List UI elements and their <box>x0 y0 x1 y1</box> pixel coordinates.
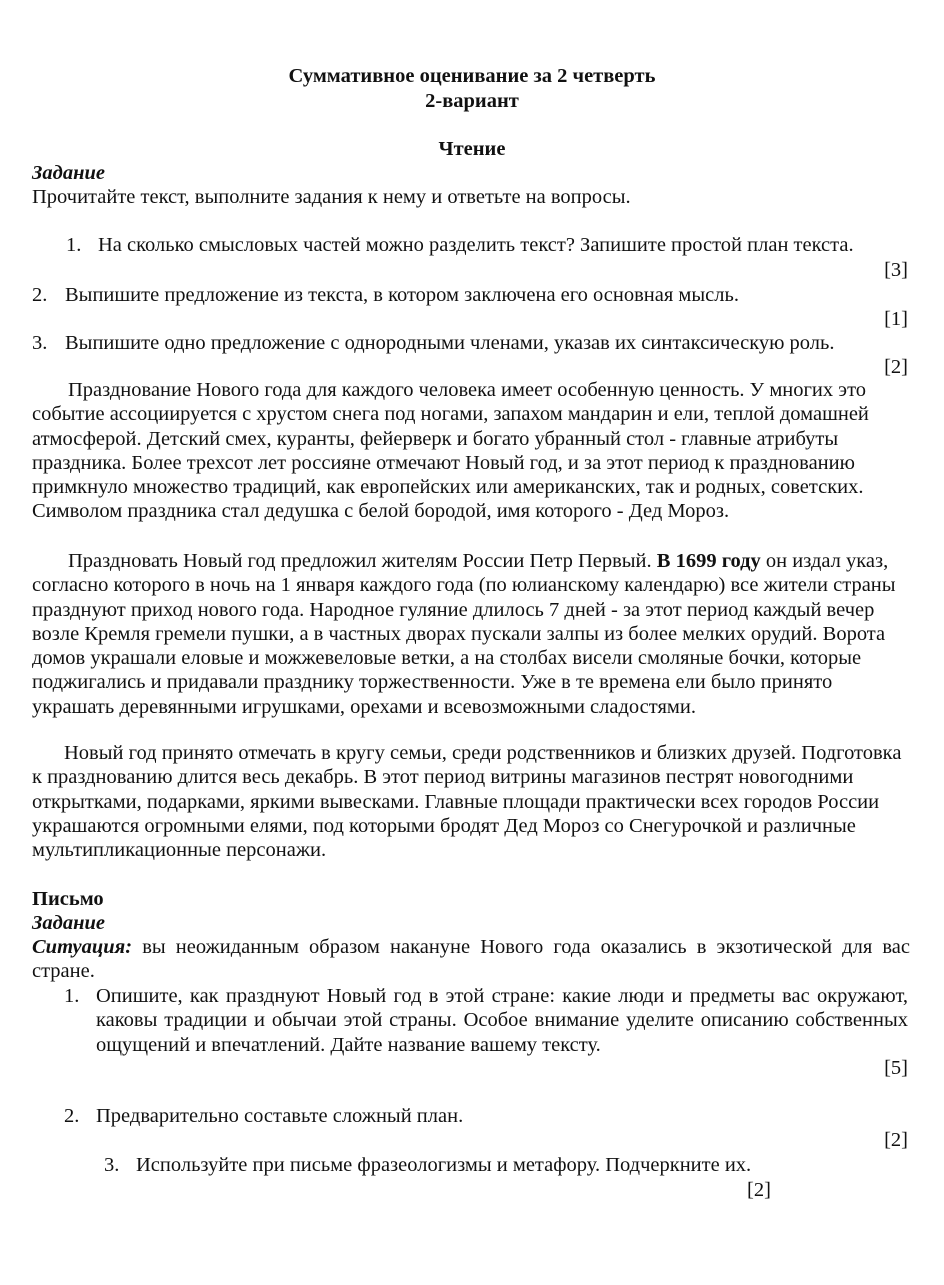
question-score: [1] <box>884 308 908 330</box>
task-text: Используйте при письме фразеологизмы и метафору. Подчеркните их. <box>136 1154 752 1176</box>
situation-text: вы неожиданным образом накануне Нового года оказались в экзотической для вас стране. <box>32 936 910 983</box>
writing-task-3 <box>104 1153 751 1177</box>
reading-question-1 <box>66 233 854 257</box>
paragraph-text: он издал указ, согласно которого в ночь на 1 января каждого года (по юлианскому календарю) все жители страны празднуют приход нового года. Народное гуляние длилось 7 дней - за этот период каждый вечер возле Кремля гремели пушки, а в частных дворах пускали залпы из более мелких орудий. Ворота домов украшали еловые и можжевеловые ветки, а на столбах висели смоляные бочки, которые поджигались и придавали празднику торжественности. Уже в те времена ели было принято украшать деревянными игрушками, орехами и всевозможными сладостями. <box>32 550 896 718</box>
question-score: [3] <box>884 259 908 281</box>
question-text: На сколько смысловых частей можно разделить текст? Запишите простой план текста. <box>98 234 854 256</box>
writing-task-2 <box>64 1104 463 1128</box>
writing-situation <box>32 935 910 984</box>
reading-paragraph-2 <box>32 549 910 719</box>
situation-label: Ситуация: <box>32 936 133 958</box>
question-text: Выпишите предложение из текста, в котором заключена его основная мысль. <box>65 284 739 306</box>
question-number: 3. <box>32 332 48 354</box>
reading-paragraph-3: Новый год принято отмечать в кругу семьи, среди родственников и близких друзей. Подготовка к празднованию длится весь декабрь. В этот период витрины магазинов пестрят новогодними открытками, подарками, яркими вывесками. Главные площади практически всех городов России украшаются огромными елями, под которыми бродят Дед Мороз со Снегурочкой и различные мультипликационные персонажи. <box>32 742 902 862</box>
page-title: Суммативное оценивание за 2 четверть <box>288 65 656 87</box>
reading-instruction: Прочитайте текст, выполните задания к нему и ответьте на вопросы. <box>32 186 631 208</box>
reading-question-2 <box>32 283 739 307</box>
task-score: [5] <box>884 1057 908 1079</box>
writing-task-1-number: 1. <box>64 985 80 1007</box>
task-score: [2] <box>884 1129 908 1151</box>
question-number: 1. <box>66 234 82 256</box>
highlighted-date: В 1699 году <box>656 550 761 572</box>
question-score: [2] <box>884 356 908 378</box>
reading-task-label: Задание <box>32 162 105 184</box>
task-number: 3. <box>104 1154 120 1176</box>
writing-heading: Письмо <box>32 888 104 910</box>
task-score: [2] <box>747 1179 771 1201</box>
question-text: Выпишите одно предложение с однородными членами, указав их синтаксическую роль. <box>65 332 835 354</box>
variant-label: 2-вариант <box>425 90 519 112</box>
question-number: 2. <box>32 284 48 306</box>
reading-question-3 <box>32 331 834 355</box>
writing-task-1-text: Опишите, как празднуют Новый год в этой стране: какие люди и предметы вас окружают, каковы традиции и обычаи этой страны. Особое внимание уделите описанию собственных ощущений и впечатлений. Дайте название вашему тексту. <box>96 985 908 1056</box>
reading-heading: Чтение <box>438 138 506 160</box>
writing-task-label: Задание <box>32 912 105 934</box>
task-number: 2. <box>64 1105 80 1127</box>
paragraph-text: Праздновать Новый год предложил жителям России Петр Первый. <box>68 550 652 572</box>
reading-paragraph-1: Празднование Нового года для каждого человека имеет особенную ценность. У многих это событие ассоциируется с хрустом снега под ногами, запахом мандарин и ели, теплой домашней атмосферой. Детский смех, куранты, фейерверк и богато убранный стол - главные атрибуты праздника. Более трехсот лет россияне отмечают Новый год, и за этот период к празднованию примкнуло множество традиций, как европейских или американских, так и родных, советских. Символом праздника стал дедушка с белой бородой, имя которого - Дед Мороз. <box>32 379 869 523</box>
task-text: Предварительно составьте сложный план. <box>96 1105 464 1127</box>
